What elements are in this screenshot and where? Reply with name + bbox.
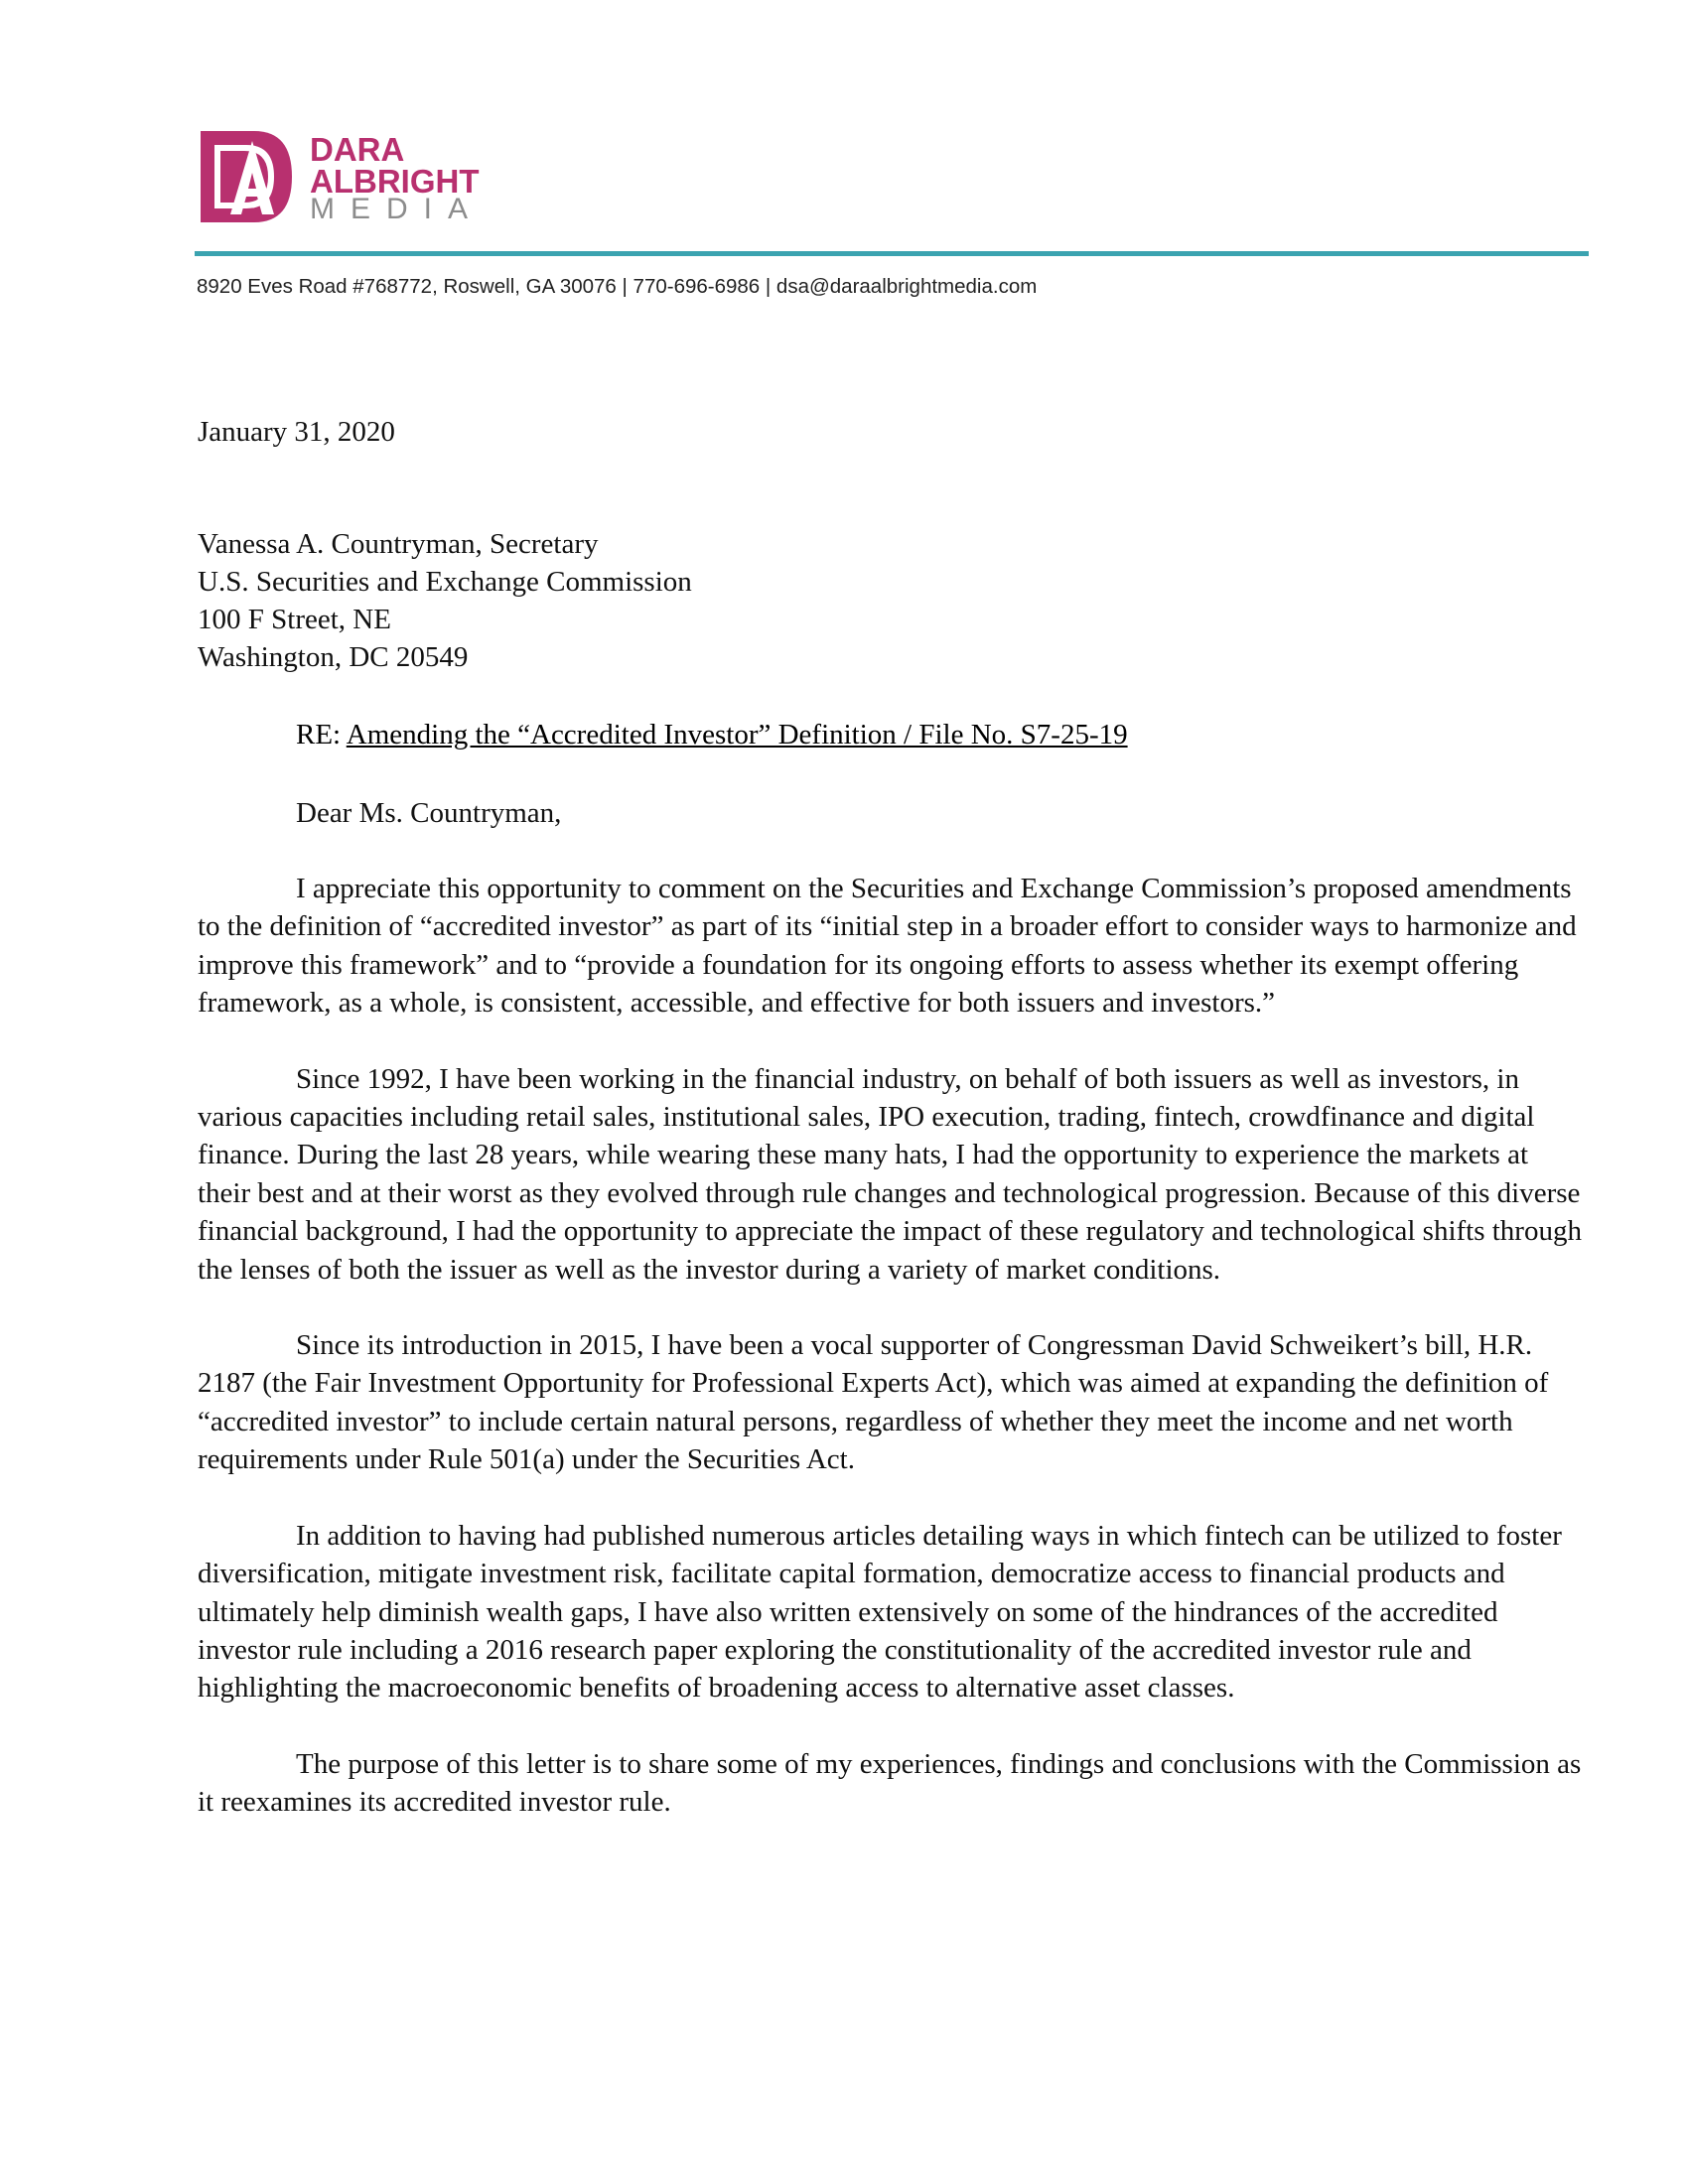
logo-monogram-icon bbox=[201, 131, 292, 222]
letterhead-contact: 8920 Eves Road #768772, Roswell, GA 30076 | 770-696-6986 | dsa@daraalbrightmedia.com bbox=[197, 275, 1038, 298]
body-paragraph-2: Since 1992, I have been working in the financial industry, on behalf of both issuers as well as investors, in various capacities including retail sales, institutional sales, IPO execution, trading, fintech, crowdfinance and digital finance. During the last 28 years, while wearing these many hats, I had the opportunity to experience the markets at their best and at their worst as they evolved through rule changes and technological progression. Because of this diverse financial background, I had the opportunity to appreciate the impact of these regulatory and technological shifts through the lenses of both the issuer as well as the investor during a variety of market conditions. bbox=[198, 1062, 1582, 1286]
recipient-line-2: U.S. Securities and Exchange Commission bbox=[198, 566, 692, 598]
logo-text-line1: DARA bbox=[310, 131, 405, 168]
logo-text-line2: ALBRIGHT bbox=[310, 163, 480, 200]
letter-body bbox=[198, 870, 1588, 1859]
re-label: RE: bbox=[296, 719, 347, 751]
body-paragraph-4: In addition to having had published numerous articles detailing ways in which fintech can be utilized to foster diversification, mitigate investment risk, facilitate capital formation, democratize access to financial products and ultimately help diminish wealth gaps, I have also written extensively on some of the hindrances of the accredited investor rule including a 2016 research paper exploring the constitutionality of the accredited investor rule and highlighting the macroeconomic benefits of broadening access to alternative asset classes. bbox=[198, 1519, 1562, 1705]
letter-date: January 31, 2020 bbox=[198, 416, 395, 448]
recipient-line-3: 100 F Street, NE bbox=[198, 604, 391, 635]
recipient-line-4: Washington, DC 20549 bbox=[198, 641, 469, 673]
body-paragraph-1: I appreciate this opportunity to comment on the Securities and Exchange Commission’s proposed amendments to the definition of “accredited investor” as part of its “initial step in a broader effort to consider ways to harmonize and improve this framework” and to “provide a foundation for its ongoing efforts to assess whether its exempt offering framework, as a whole, is consistent, accessible, and effective for both issuers and investors.” bbox=[198, 873, 1577, 1020]
re-line bbox=[296, 719, 1128, 751]
logo-text-line3: MEDIA bbox=[310, 193, 485, 225]
salutation: Dear Ms. Countryman, bbox=[296, 797, 562, 829]
body-paragraph-3: Since its introduction in 2015, I have been a vocal supporter of Congressman David Schweikert’s bill, H.R. 2187 (the Fair Investment Opportunity for Professional Experts Act), which was aimed at expanding the definition of “accredited investor” to include certain natural persons, regardless of whether they meet the income and net worth requirements under Rule 501(a) under the Securities Act. bbox=[198, 1329, 1549, 1476]
recipient-line-1: Vanessa A. Countryman, Secretary bbox=[198, 528, 599, 560]
letterhead-rule bbox=[195, 251, 1589, 256]
company-logo bbox=[199, 129, 496, 228]
re-subject: Amending the “Accredited Investor” Definition / File No. S7-25-19 bbox=[346, 719, 1128, 751]
body-paragraph-5: The purpose of this letter is to share some of my experiences, findings and conclusions with the Commission as it reexamines its accredited investor rule. bbox=[198, 1747, 1582, 1819]
